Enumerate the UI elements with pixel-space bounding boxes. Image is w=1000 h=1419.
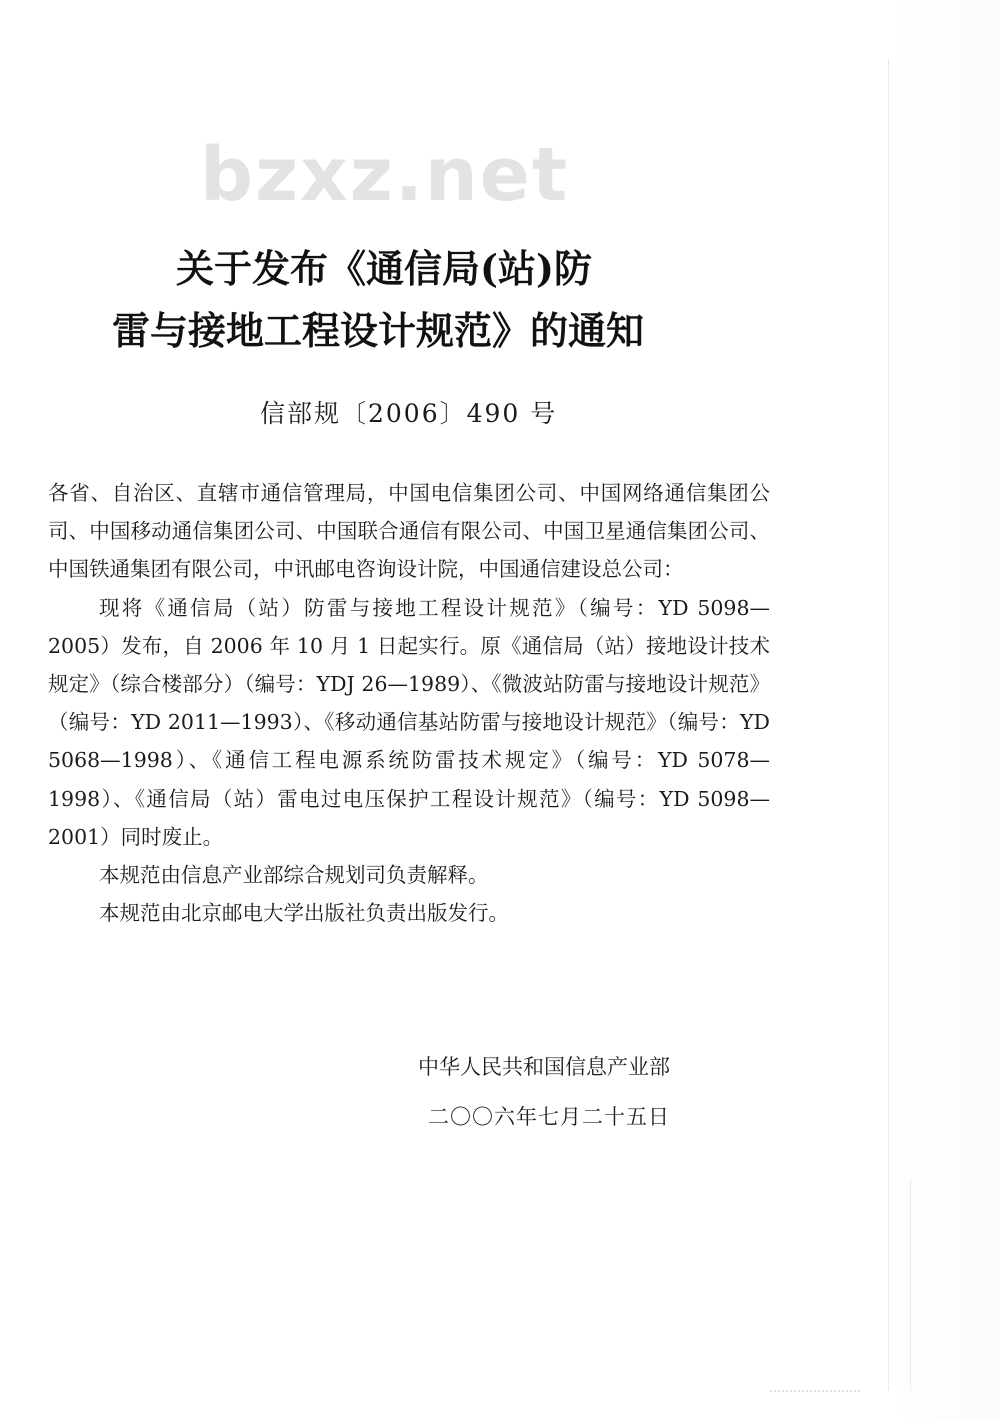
notice-body — [48, 474, 770, 932]
notice-title-line-2: 雷与接地工程设计规范》的通知 — [112, 308, 645, 353]
scan-dotted-rule-lower — [910, 1180, 911, 1390]
scan-dotted-rule — [888, 60, 889, 1390]
scan-bottom-dots — [770, 1390, 860, 1392]
publication-paragraph: 本规范由北京邮电大学出版社负责出版发行。 — [99, 901, 509, 926]
announcement-paragraph: 现将《通信局（站）防雷与接地工程设计规范》（编号：YD 5098—2005）发布，自 2006 年 10 月 1 日起实行。原《通信局（站）接地设计技术规定》（综合楼部分）（编号：YDJ 26—1989）、《微波站防雷与接地设计规范》（编号：YD 2011—1993）、《移动通信基站防雷与接地设计规范》（编号：YD 5068—1998）、《通信工程电源系统防雷技术规定》（编号：YD 5078—1998）、《通信局（站）雷电过电压保护工程设计规范》（编号：YD 5098—2001）同时废止。 — [48, 595, 770, 849]
document-number: 信部规〔2006〕490 号 — [260, 399, 558, 428]
notice-title-line-1: 关于发布《通信局(站)防 — [176, 246, 592, 291]
issue-date: 二〇〇六年七月二十五日 — [428, 1105, 670, 1129]
notice-title — [0, 238, 820, 362]
issuer-name: 中华人民共和国信息产业部 — [418, 1055, 670, 1079]
scan-edge-shading — [888, 0, 1000, 1419]
signature-block — [418, 1042, 670, 1142]
addressee-paragraph: 各省、自治区、直辖市通信管理局，中国电信集团公司、中国网络通信集团公司、中国移动通信集团公司、中国联合通信有限公司、中国卫星通信集团公司、中国铁通集团有限公司，中讯邮电咨询设计院，中国通信建设总公司： — [48, 481, 770, 582]
interpretation-paragraph: 本规范由信息产业部综合规划司负责解释。 — [99, 863, 489, 888]
watermark: bzxz.net — [200, 132, 570, 218]
